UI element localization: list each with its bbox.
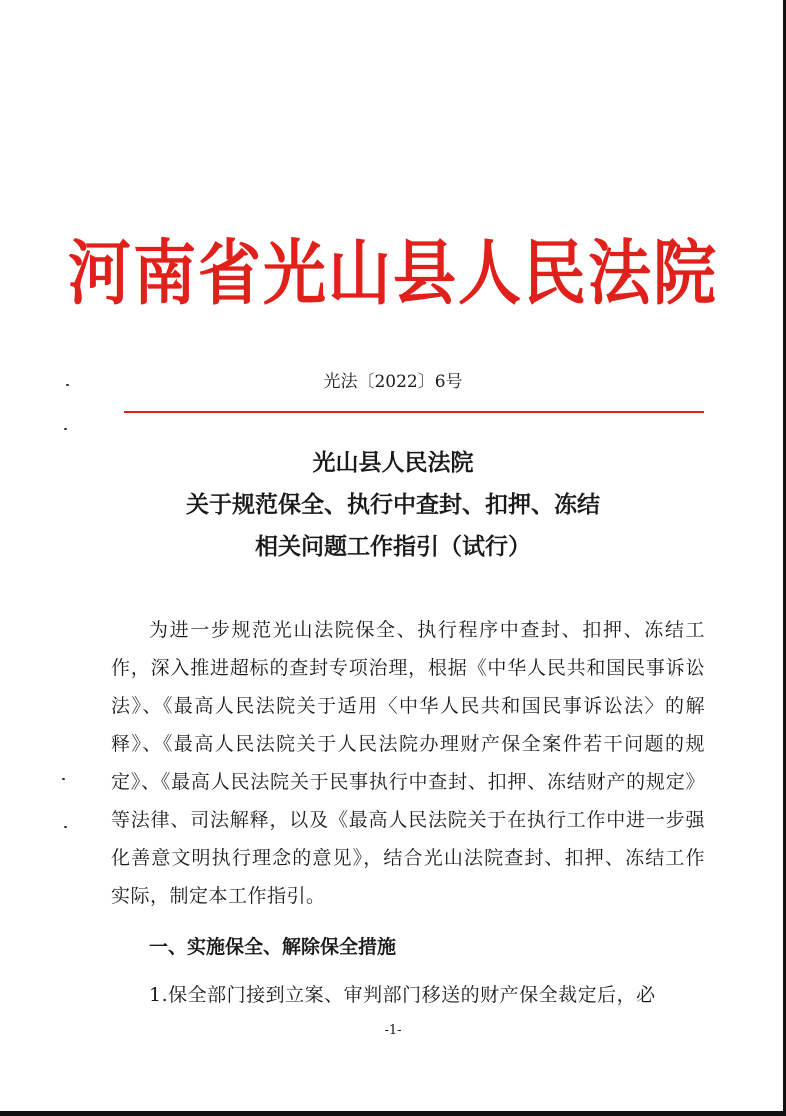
item-1-text: 1.保全部门接到立案、审判部门移送的财产保全裁定后，必 [149,984,656,1006]
court-name-header: 河南省光山县人民法院 [68,231,718,315]
scan-speck [62,778,65,780]
title-line-1: 光山县人民法院 [312,449,474,476]
scan-speck [64,428,67,430]
intro-paragraph: 为进一步规范光山法院保全、执行程序中查封、扣押、冻结工作，深入推进超标的查封专项治理，根据《中华人民共和国民事诉讼法》、《最高人民法院关于适用〈中华人民共和国民事诉讼法〉的解释》、《最高人民法院关于人民法院办理财产保全案件若干问题的规定》、《最高人民法院关于民事执行中查封、扣押、冻结财产的规定》等法律、司法解释，以及《最高人民法院关于在执行工作中进一步强化善意文明执行理念的意见》，结合光山法院查封、扣押、冻结工作实际，制定本工作指引。 [111,619,705,907]
document-number: 光法〔2022〕6号 [323,372,463,392]
scan-border-bottom [0,1111,786,1116]
title-line-3: 相关问题工作指引（试行） [255,533,531,560]
scan-speck [64,826,67,828]
document-title [0,442,786,568]
title-line-2: 关于规范保全、执行中查封、扣押、冻结 [186,491,600,518]
red-divider-line [124,411,704,413]
page-number: -1- [384,1023,402,1038]
section-heading-1: 一、实施保全、解除保全措施 [149,936,397,958]
